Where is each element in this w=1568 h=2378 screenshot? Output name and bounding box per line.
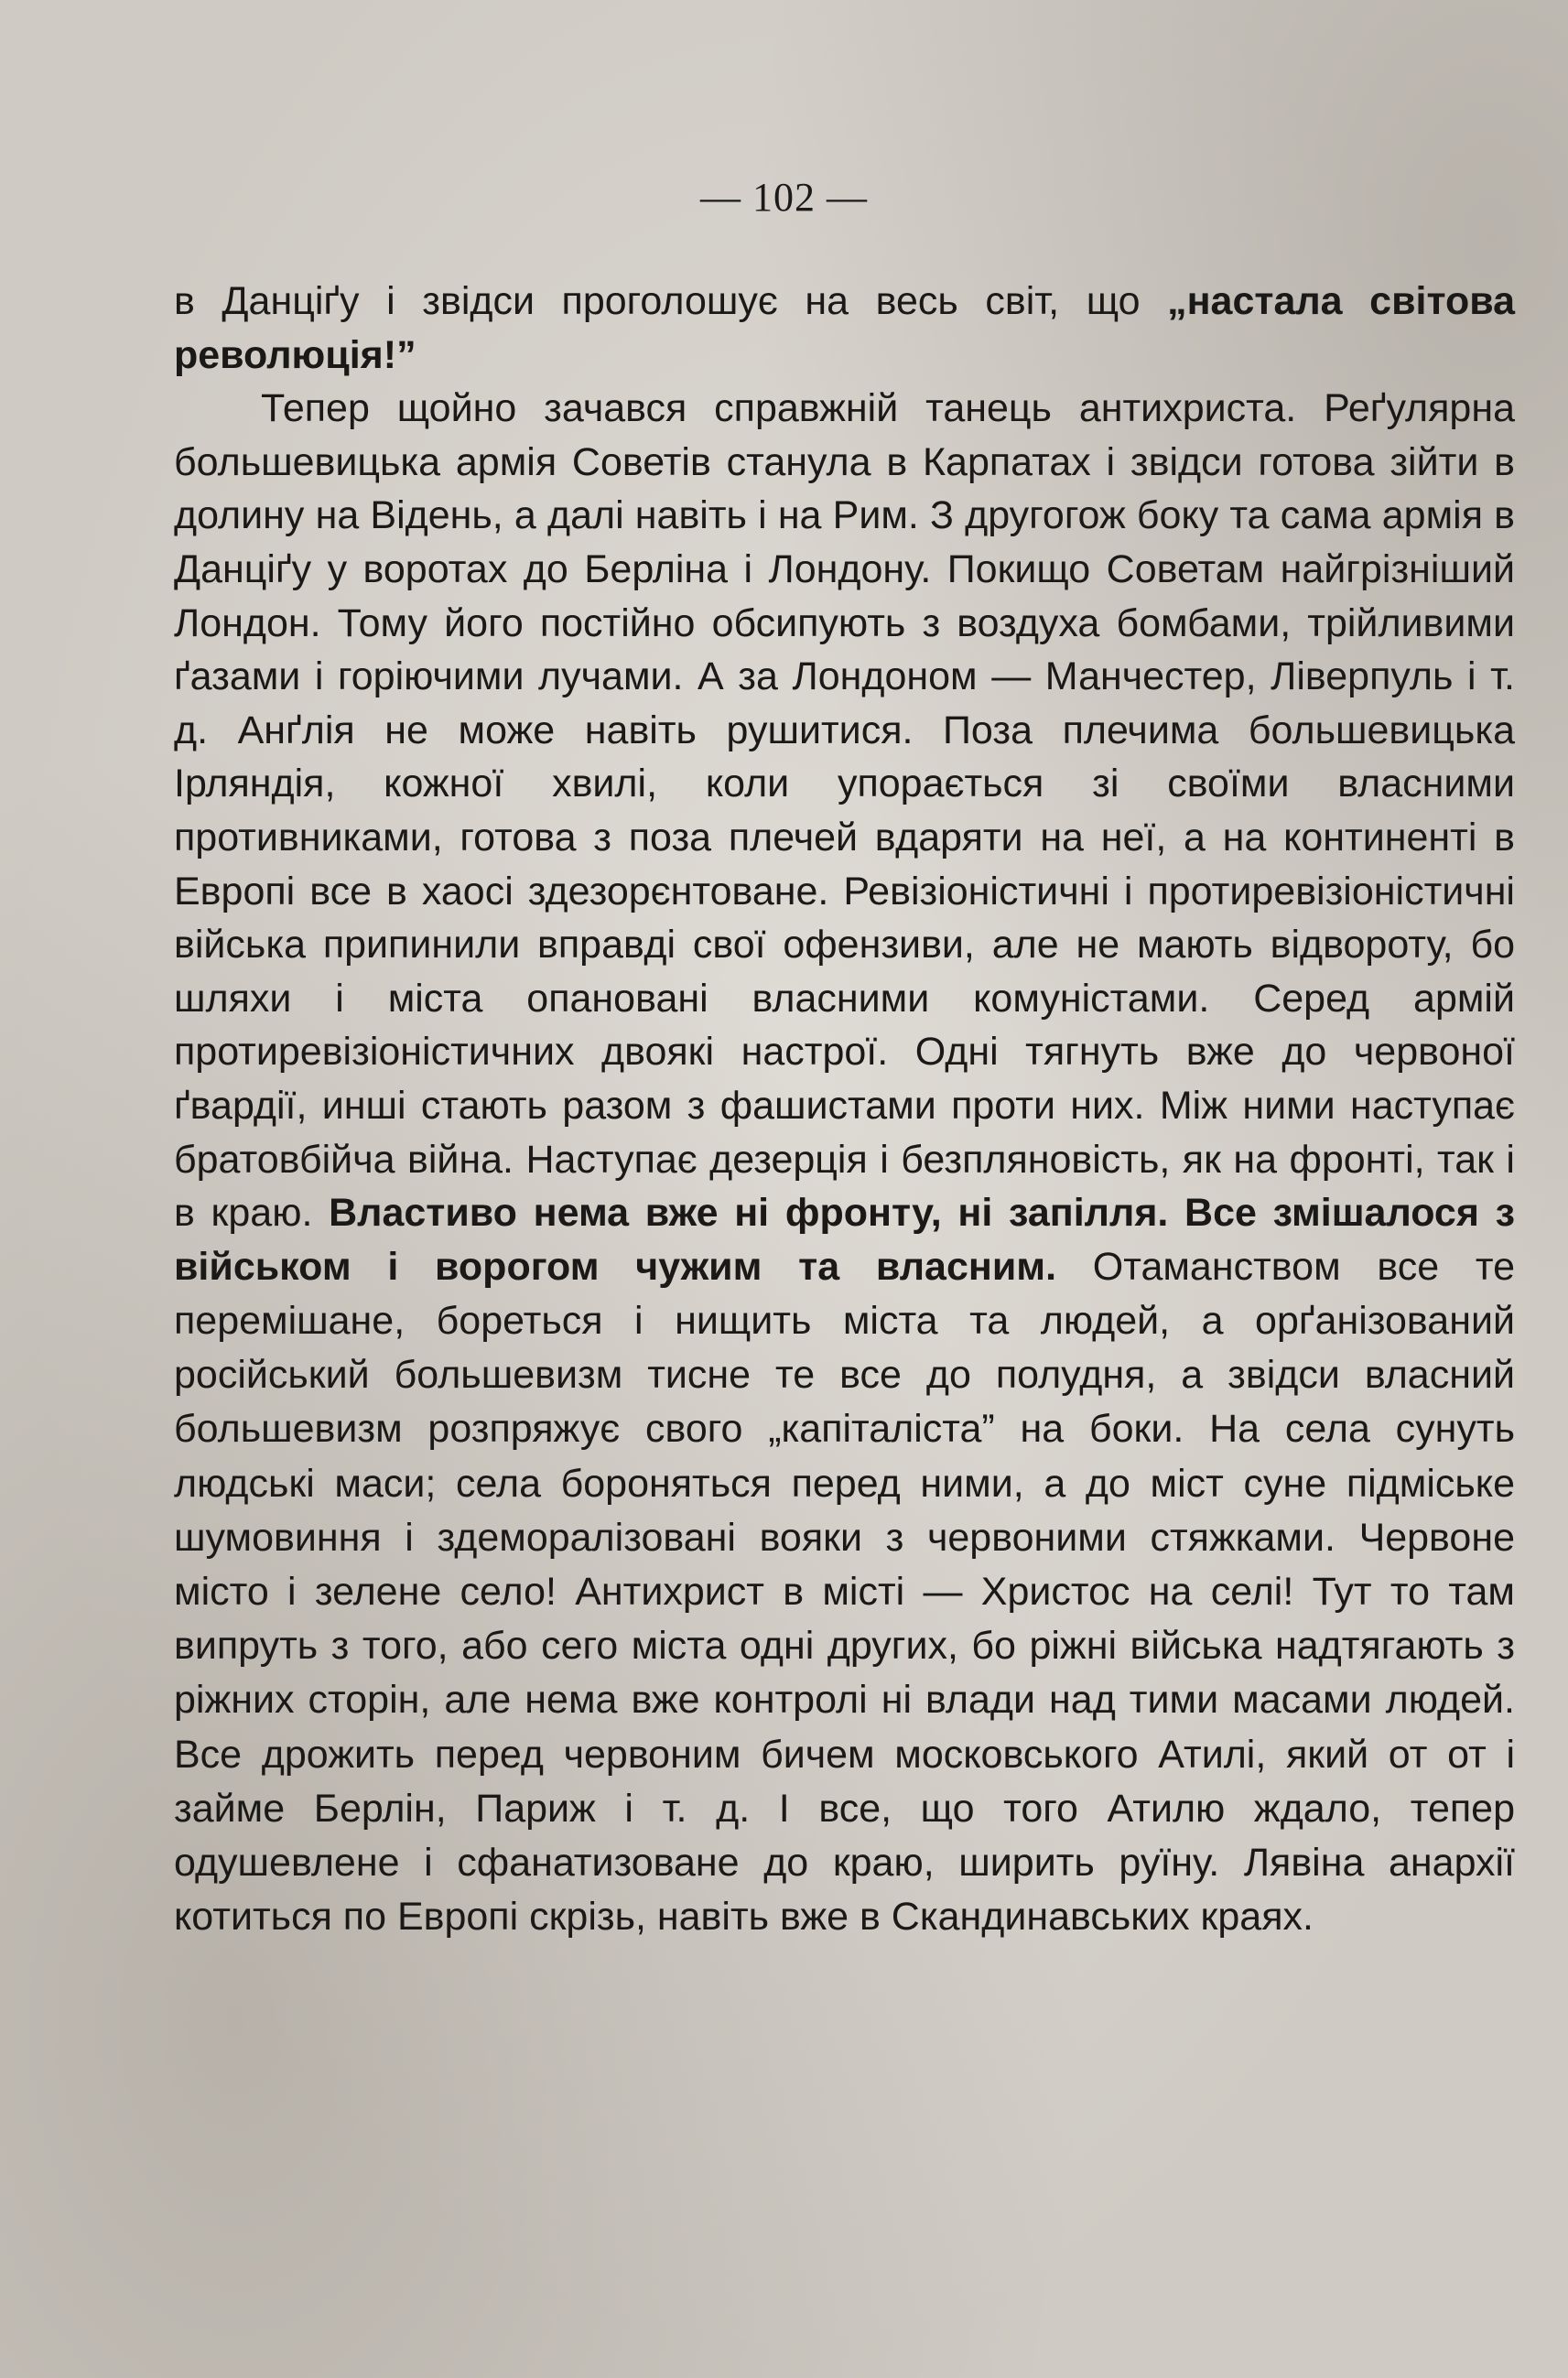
body-text [174, 275, 1515, 1944]
paragraph-2-segment-3: Отаманством все те перемішане, бореться і нищить міста та людей, а орґанізований російський большевизм тисне те все до полудня, а звідси власний большевизм розпряжує свого „капіталіста” на боки. На села сунуть людські маси; села бороняться перед ними, а до міст суне підміське шумовиння і здеморалізовані вояки з червоними стяжками. Червоне місто і зелене село! Антихрист в місті — Христос на селі! Тут то там випруть з того, або сего міста одні других, бо ріжні війська надтягають з ріжних сторін, але нема вже контролі ні влади над тими масами людей. Все дрожить перед червоним бичем московського Атилі, який от от і займе Берлін, Париж і т. д. І все, що того Атилю ждало, тепер одушевлене і сфанатизоване до краю, ширить руїну. Лявіна анархії котиться по Европі скрізь, навіть вже в Скандинавських краях. [174, 1244, 1515, 1940]
paragraph-2-segment-1: Тепер щойно зачався справжній танець антихриста. Реґулярна большевицька армія Советів станула в Карпатах і звідси готова зійти в долину на Відень, а далі навіть і на Рим. З другогож боку та сама армія в Данціґу у воротах до Берліна і Лондону. Покищо Советам найгрізніший Лондон. Тому його постійно обсипують з воздуха бомбами, трійливими ґазами і горіючими лучами. А за Лондоном — Манчестер, Ліверпуль і т. д. Анґлія не може навіть рушитися. Поза плечима большевицька Ірляндія, кожної хвилі, коли упорається зі своїми власними противниками, готова з поза плечей вдаряти на неї, а на континенті в Европі все в хаосі здезорєнтоване. Ревізіоністичні і протиревізіоністичні війська припинили вправді свої офензиви, але не мають відвороту, бо шляхи і міста опановані власними комуністами. Серед армій протиревізіоністичних двоякі настрої. Одні тягнуть вже до червоної ґвардії, инші стають разом з фашистами проти них. Між ними наступає братовбійча війна. Наступає дезерція і безпляновість, як на фронті, так і в краю. [174, 386, 1515, 1236]
paragraph-1-segment-2-bold: „настала світова революція!” [174, 279, 1515, 377]
paragraph-2 [174, 382, 1515, 1944]
paragraph-1-segment-1: в Данціґу і звідси проголошує на весь світ, що [174, 279, 1168, 323]
paragraph-2-segment-2-bold: Властиво нема вже ні фронту, ні запілля. Все змішалося з військом і ворогом чужим та власним. [174, 1191, 1515, 1289]
page-number: — 102 — [700, 175, 868, 220]
paragraph-1 [174, 275, 1515, 382]
